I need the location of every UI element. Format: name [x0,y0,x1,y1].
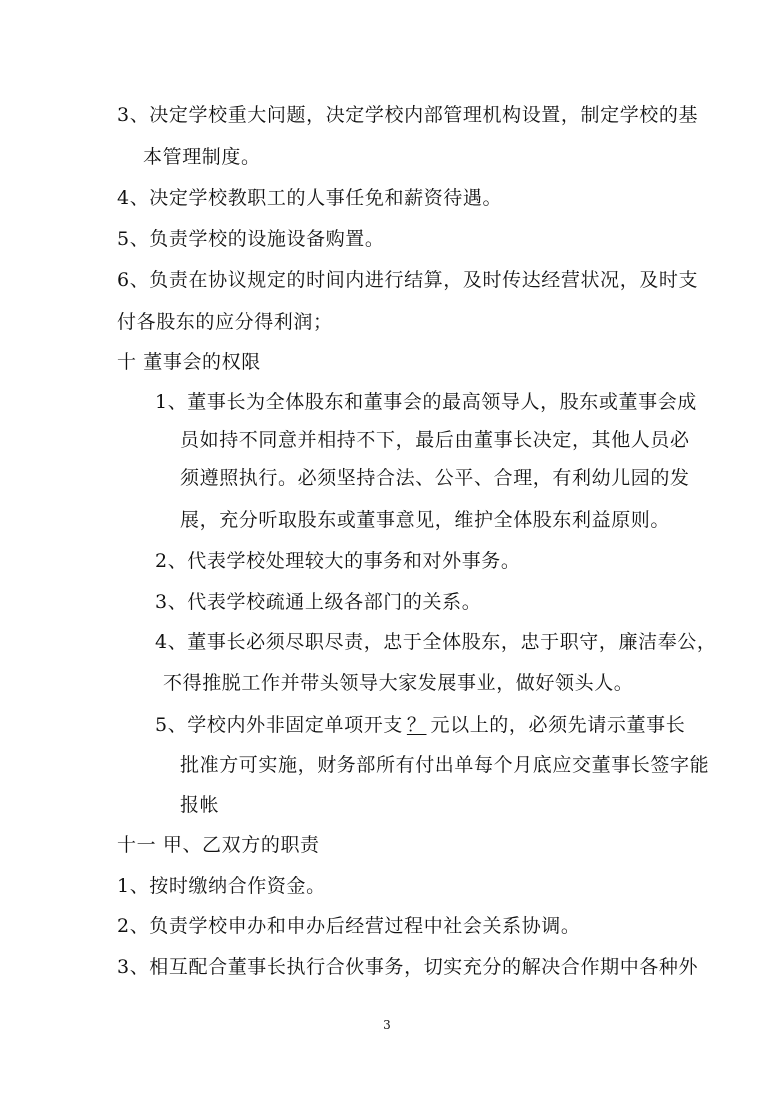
item5-suffix: 元以上的，必须先请示董事长 [430,714,686,736]
page-number: 3 [383,1018,391,1032]
fill-in-blank: ？ [406,714,427,736]
paragraph-line: 员如持不同意并相持不下，最后由董事长决定，其他人员必 [180,429,690,451]
paragraph-line: 1、按时缴纳合作资金。 [117,875,326,897]
paragraph-line: 2、代表学校处理较大的事务和对外事务。 [155,550,521,572]
section-heading: 十 董事会的权限 [117,351,261,373]
paragraph-line: 须遵照执行。必须坚持合法、公平、合理，有利幼儿园的发 [180,467,690,489]
paragraph-line: 展，充分听取股东或董事意见，维护全体股东利益原则。 [180,509,671,531]
item5-prefix: 5、学校内外非固定单项开支 [155,714,403,736]
paragraph-line: 本管理制度。 [143,146,261,168]
paragraph-line-with-blank [155,713,685,737]
paragraph-line: 付各股东的应分得利润； [117,311,333,333]
paragraph-line: 1、董事长为全体股东和董事会的最高领导人，股东或董事会成 [155,391,697,413]
paragraph-line: 2、负责学校申办和申办后经营过程中社会关系协调。 [117,915,581,937]
paragraph-line: 4、董事长必须尽职尽责，忠于全体股东，忠于职守，廉洁奉公， [155,631,717,653]
paragraph-line: 6、负责在协议规定的时间内进行结算，及时传达经营状况，及时支 [117,269,699,291]
section-heading: 十一 甲、乙双方的职责 [117,834,320,856]
paragraph-line: 批准方可实施，财务部所有付出单每个月底应交董事长签字能 [180,754,710,776]
paragraph-line: 3、相互配合董事长执行合伙事务，切实充分的解决合作期中各种外 [117,956,699,978]
paragraph-line: 3、代表学校疏通上级各部门的关系。 [155,591,482,613]
paragraph-line: 5、负责学校的设施设备购置。 [117,228,385,250]
paragraph-line: 报帐 [180,794,220,816]
paragraph-line: 4、决定学校教职工的人事任免和薪资待遇。 [117,187,503,209]
paragraph-line: 不得推脱工作并带头领导大家发展事业，做好领头人。 [163,672,634,694]
paragraph-line: 3、决定学校重大问题，决定学校内部管理机构设置，制定学校的基 [117,104,699,126]
